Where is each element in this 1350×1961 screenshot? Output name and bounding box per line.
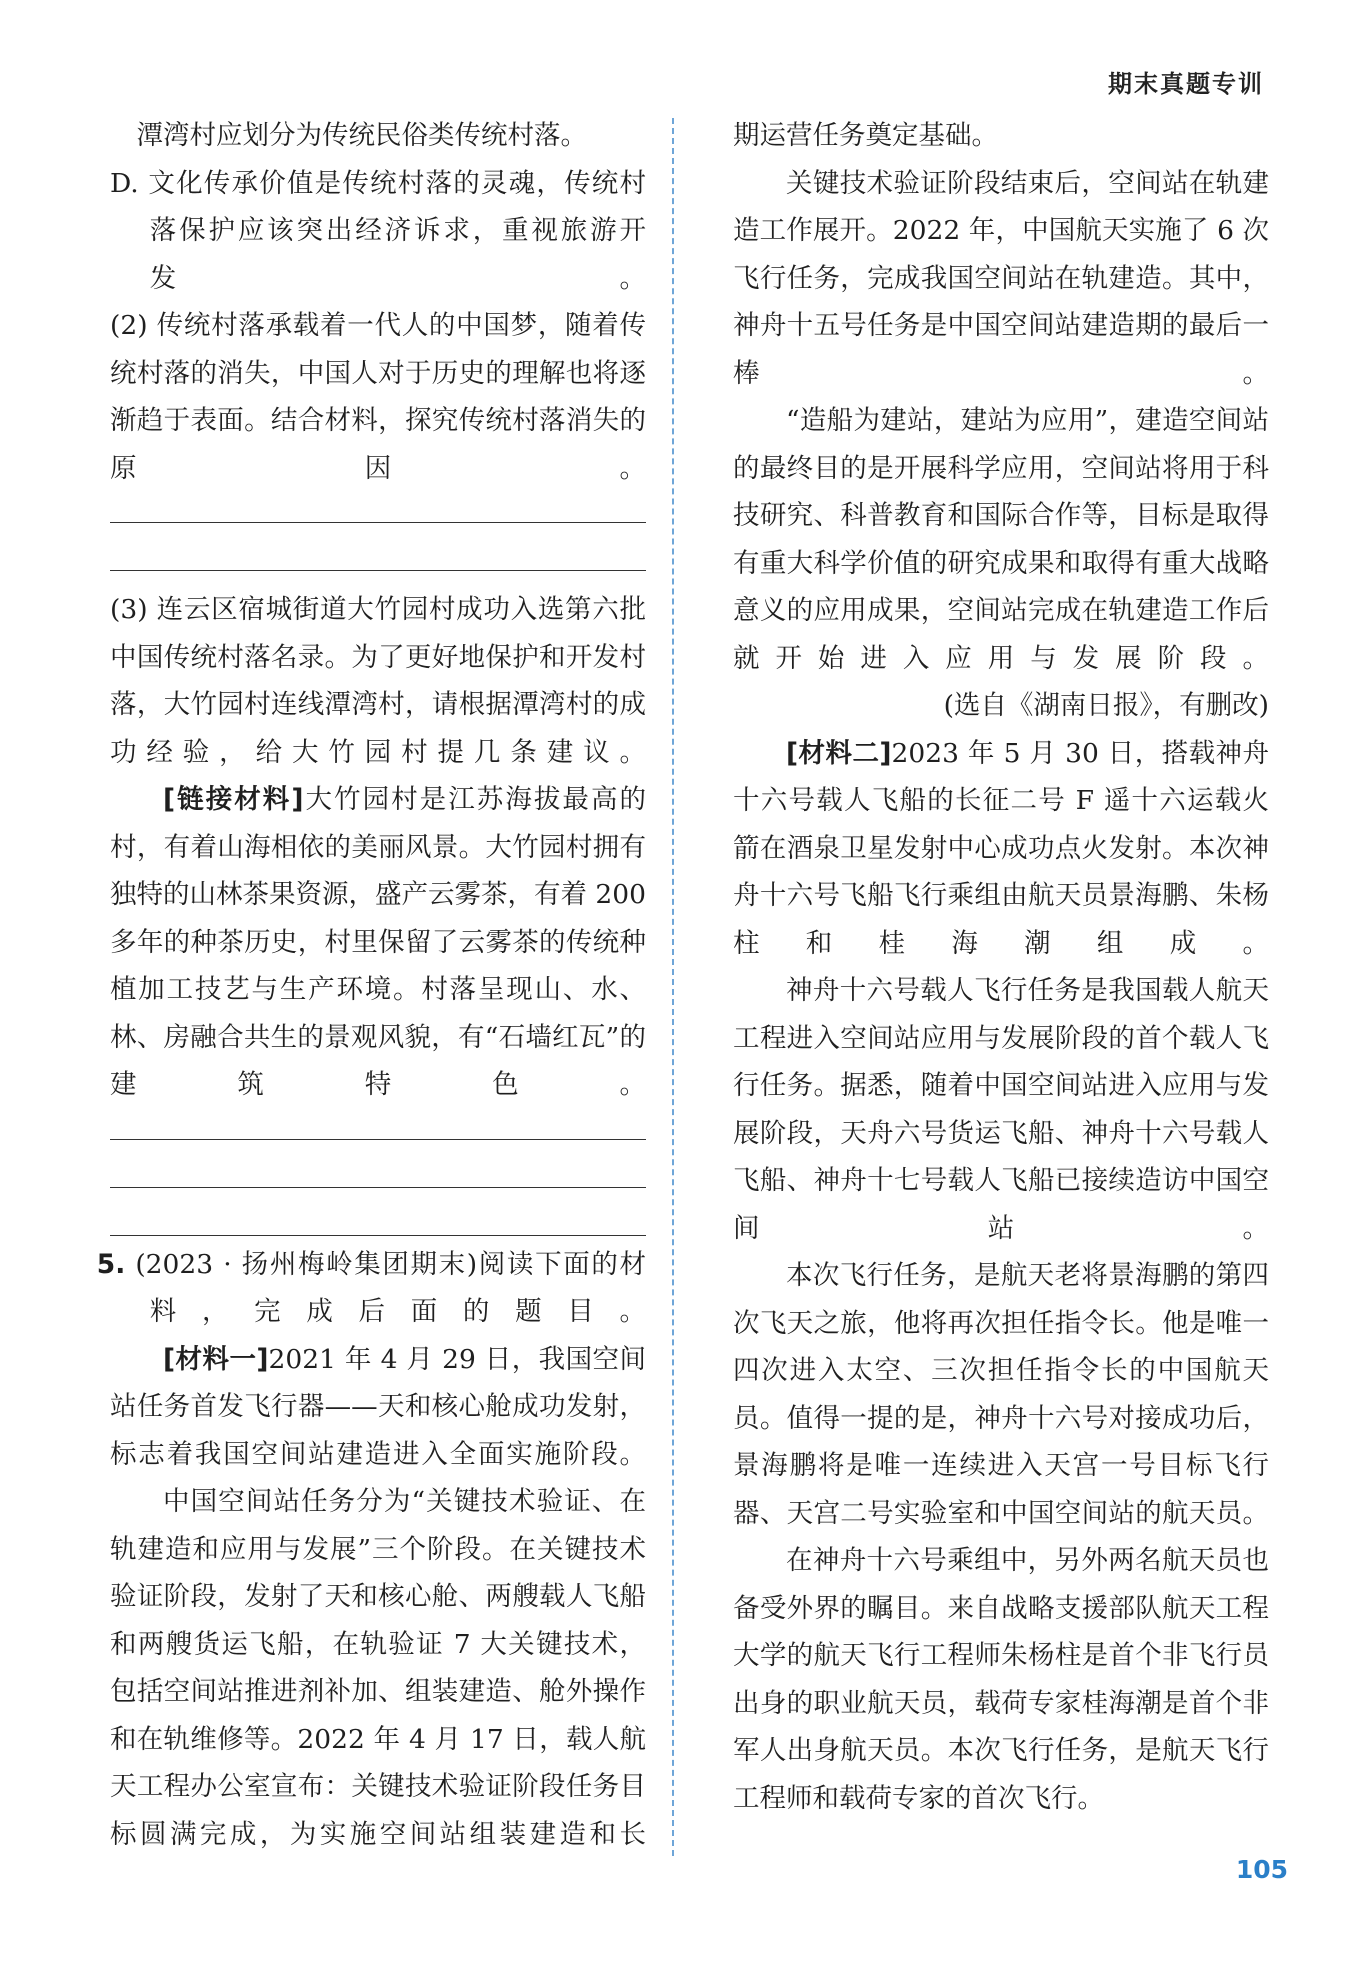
link-material: [110, 776, 646, 1109]
link-material-text: 大竹园村是江苏海拔最高的村，有着山海相依的美丽风景。大竹园村拥有独特的山林茶果资源，盛产云雾茶，有着 200 多年的种茶历史，村里保留了云雾茶的传统种植加工技艺与生产环境。村落呈现山、水、林、房融合共生的景观风貌，有“石墙红瓦”的建筑特色。: [110, 784, 647, 1100]
material-2-para-1: [733, 730, 1269, 968]
material-1-continued: 期运营任务奠定基础。: [733, 120, 998, 151]
page-number: 105: [1235, 1855, 1288, 1884]
material-1-para-1: [110, 1336, 646, 1479]
question-2: (2) 传统村落承载着一代人的中国梦，随着传统村落的消失，中国人对于历史的理解也将逐渐趋于表面。结合材料，探究传统村落消失的原因。: [110, 310, 646, 484]
material-2-label: [材料二]: [786, 737, 892, 769]
question-5-text: (2023 · 扬州梅岭集团期末)阅读下面的材料，完成后面的题目。: [135, 1248, 646, 1327]
material-2-para-3: 本次飞行任务，是航天老将景海鹏的第四次飞天之旅，他将再次担任指令长。他是唯一四次进入太空、三次担任指令长的中国航天员。值得一提的是，神舟十六号对接成功后，景海鹏将是唯一连续进入天宫一号目标飞行器、天宫二号实验室和中国空间站的航天员。: [733, 1260, 1269, 1529]
link-material-label: [链接材料]: [163, 784, 304, 815]
right-column: [733, 112, 1269, 1822]
material-2-para-2: 神舟十六号载人飞行任务是我国载人航天工程进入空间站应用与发展阶段的首个载人飞行任务。据悉，随着中国空间站进入应用与发展阶段，天舟六号货运飞船、神舟十六号载人飞船、神舟十七号载人飞船已接续造访中国空间站。: [733, 975, 1269, 1244]
material-1-para-2: 中国空间站任务分为“关键技术验证、在轨建造和应用与发展”三个阶段。在关键技术验证阶段，发射了天和核心舱、两艘载人飞船和两艘货运飞船，在轨验证 7 大关键技术，包括空间站推进剂补加、组装建造、舱外操作和在轨维修等。2022 年 4 月 17 日，载人航天工程办公室宣布：关键技术验证阶段任务目标圆满完成，为实施空间站组装建造和长: [110, 1486, 646, 1850]
material-1-text: 2021 年 4 月 29 日，我国空间站任务首发飞行器——天和核心舱成功发射，标志着我国空间站建造进入全面实施阶段。: [110, 1343, 646, 1470]
question-5: [96, 1241, 646, 1336]
option-d: D. 文化传承价值是传统村落的灵魂，传统村落保护应该突出经济诉求，重视旅游开发。: [110, 167, 646, 294]
column-divider: [672, 118, 674, 1856]
question-3: (3) 连云区宿城街道大竹园村成功入选第六批中国传统村落名录。为了更好地保护和开发村落，大竹园村连线潭湾村，请根据潭湾村的成功经验，给大竹园村提几条建议。: [110, 594, 646, 768]
material-1-para-3: 关键技术验证阶段结束后，空间站在轨建造工作展开。2022 年，中国航天实施了 6 次飞行任务，完成我国空间站在轨建造。其中，神舟十五号任务是中国空间站建造期的最后一棒。: [733, 167, 1269, 389]
material-1-label: [材料一]: [163, 1343, 269, 1375]
material-1-para-4: “造船为建站，建站为应用”，建造空间站的最终目的是开展科学应用，空间站将用于科技研究、科普教育和国际合作等，目标是取得有重大科学价值的研究成果和取得有重大战略意义的应用成果，空间站完成在轨建造工作后就开始进入应用与发展阶段。: [733, 405, 1269, 674]
source-citation: (选自《湖南日报》，有删改): [943, 690, 1269, 721]
question-5-number: 5.: [96, 1248, 126, 1280]
option-c-continued: 潭湾村应划分为传统民俗类传统村落。: [136, 120, 587, 151]
left-column: [96, 112, 647, 1858]
material-2-text: 2023 年 5 月 30 日，搭载神舟十六号载人飞船的长征二号 F 遥十六运载火箭在酒泉卫星发射中心成功点火发射。本次神舟十六号飞船飞行乘组由航天员景海鹏、朱杨柱和桂海潮组成。: [733, 737, 1269, 959]
material-2-para-4: 在神舟十六号乘组中，另外两名航天员也备受外界的瞩目。来自战略支援部队航天工程大学的航天飞行工程师朱杨柱是首个非飞行员出身的职业航天员，载荷专家桂海潮是首个非军人出身航天员。本次飞行任务，是航天飞行工程师和载荷专家的首次飞行。: [733, 1545, 1269, 1814]
page-header-title: 期末真题专训: [1108, 70, 1264, 98]
